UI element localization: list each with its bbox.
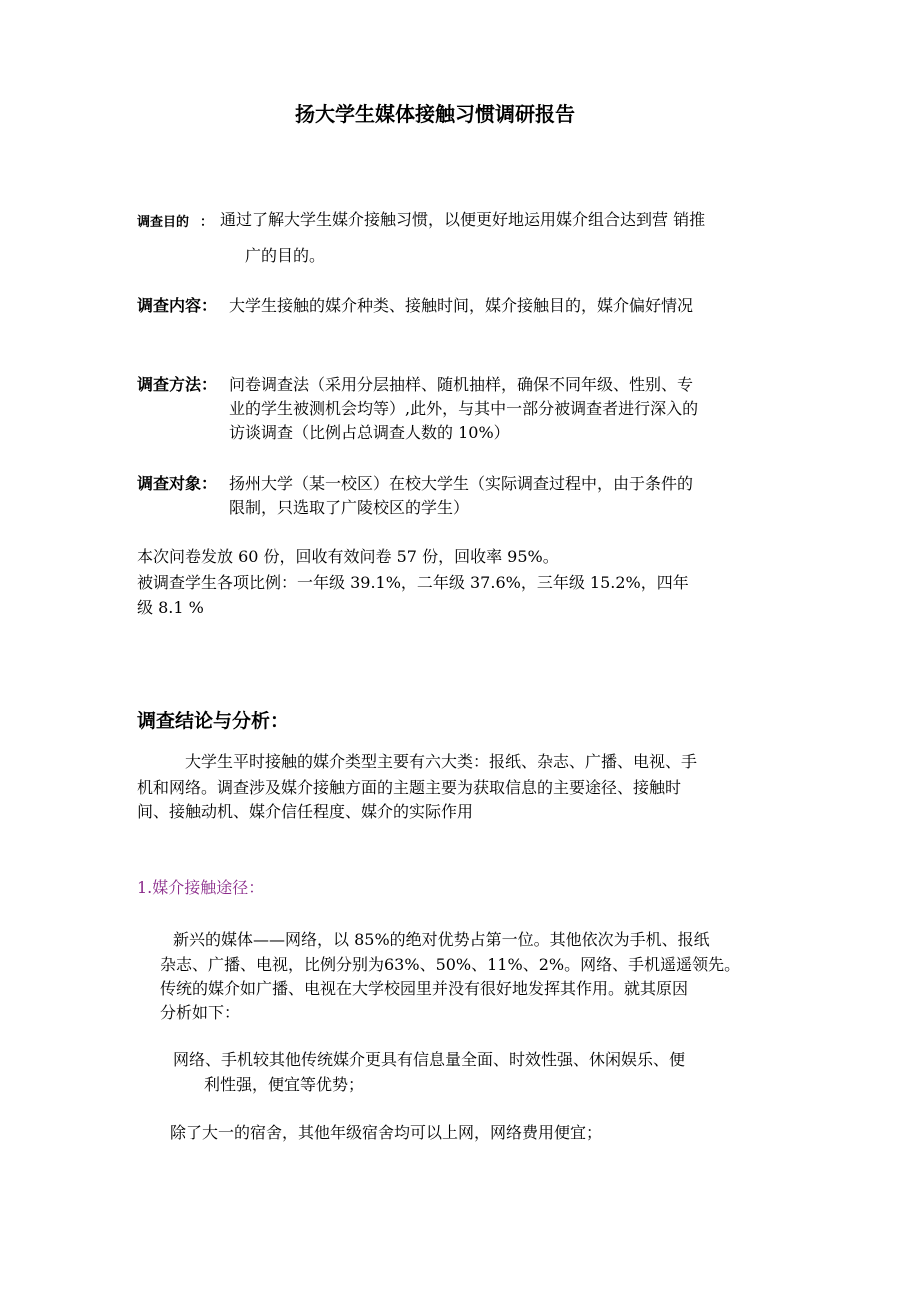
subject-label: 调查对象： [137,474,218,493]
stats-line3: 级 8.1 % [137,598,204,617]
method-text-line2: 业的学生被测机会均等）,此外，与其中一部分被调查者进行深入的 [229,399,699,418]
section1-heading: 1.媒介接触途径： [137,878,265,897]
purpose-colon: ： [200,215,214,230]
method-label: 调查方法： [137,375,218,394]
purpose-text-line1: 通过了解大学生媒介接触习惯，以便更好地运用媒介组合达到营 销推 [220,210,706,229]
purpose-label: 调查目的 [137,215,190,230]
subject-text-line1: 扬州大学（某一校区）在校大学生（实际调查过程中，由于条件的 [229,474,694,493]
conclusion-line2: 机和网络。调查涉及媒介接触方面的主题主要为获取信息的主要途径、接触时 [137,778,682,797]
conclusion-heading: 调查结论与分析： [137,710,290,732]
conclusion-line3: 间、接触动机、媒介信任程度、媒介的实际作用 [137,802,474,821]
content-label: 调查内容： [137,296,218,315]
subject-text-line2: 限制，只选取了广陵校区的学生） [229,498,470,517]
content-text: 大学生接触的媒介种类、接触时间，媒介接触目的，媒介偏好情况 [229,296,694,315]
page-title: 扬大学生媒体接触习惯调研报告 [295,102,575,126]
purpose-text-line2: 广的目的。 [245,246,326,265]
section1-line4: 分析如下： [160,1003,241,1022]
method-text-line3: 访谈调查（比例占总调查人数的 10%） [229,423,510,442]
stats-line1: 本次问卷发放 60 份，回收有效问卷 57 份，回收率 95%。 [137,547,559,566]
section1-line1: 新兴的媒体——网络，以 85%的绝对优势占第一位。其他依次为手机、报纸 [173,930,710,949]
reason1-line2: 利性强，便宜等优势； [204,1075,365,1094]
section1-line3: 传统的媒介如广播、电视在大学校园里并没有很好地发挥其作用。就其原因 [160,979,689,998]
reason2: 除了大一的宿舍，其他年级宿舍均可以上网，网络费用便宜； [170,1123,603,1142]
reason1-line1: 网络、手机较其他传统媒介更具有信息量全面、时效性强、休闲娱乐、便 [173,1050,686,1069]
stats-line2: 被调查学生各项比例：一年级 39.1%，二年级 37.6%，三年级 15.2%，四年 [137,573,689,592]
section1-line2: 杂志、广播、电视，比例分别为63%、50%、11%、2%。网络、手机遥遥领先。 [160,955,741,974]
method-text-line1: 问卷调查法（采用分层抽样、随机抽样，确保不同年级、性别、专 [229,375,694,394]
conclusion-line1: 大学生平时接触的媒介类型主要有六大类：报纸、杂志、广播、电视、手 [185,752,698,771]
